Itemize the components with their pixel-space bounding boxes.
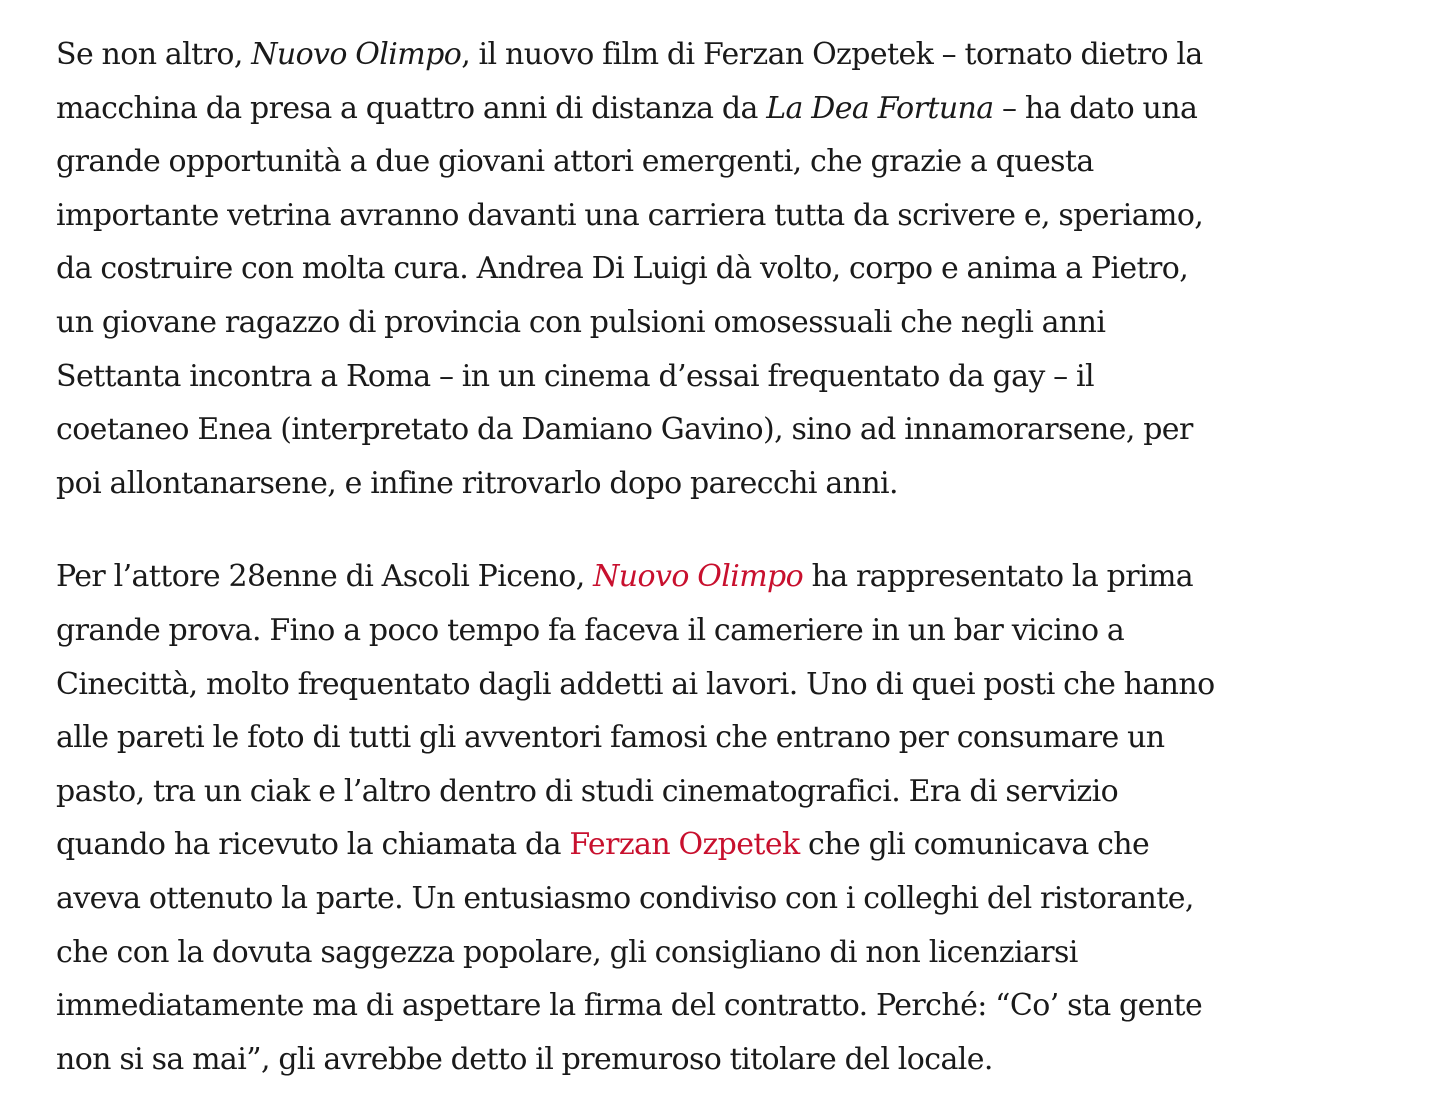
film-title-italic: La Dea Fortuna — [766, 90, 994, 126]
text-line: alle pareti le foto di tutti gli avventori famosi che entrano per consumare un — [56, 720, 1165, 756]
article-paragraph-1 — [56, 28, 1346, 510]
text-span: ha rappresentato la prima — [803, 559, 1194, 595]
text-span: , il nuovo film di Ferzan Ozpetek – tornato dietro la — [461, 37, 1203, 72]
article-paragraph-2 — [56, 550, 1346, 1086]
text-line — [56, 550, 1346, 604]
article-body — [56, 28, 1346, 1086]
text-line: coetaneo Enea (interpretato da Damiano Gavino), sino ad innamorarsene, per — [56, 412, 1193, 448]
text-line: che con la dovuta saggezza popolare, gli consigliano di non licenziarsi — [56, 934, 1078, 970]
text-line: Cinecittà, molto frequentato dagli addetti ai lavori. Uno di quei posti che hanno — [56, 666, 1215, 702]
text-span: – ha dato una — [993, 90, 1198, 126]
text-span: quando ha ricevuto la chiamata da — [56, 827, 570, 863]
text-span: Per l’attore 28enne di Ascoli Piceno, — [56, 559, 594, 595]
text-line — [56, 818, 1346, 872]
text-line: Settanta incontra a Roma – in un cinema d’essai frequentato da gay – il — [56, 358, 1094, 394]
nuovo-olimpo-link[interactable]: Nuovo Olimpo — [593, 559, 804, 595]
text-line: immediatamente ma di aspettare la firma del contratto. Perché: “Co’ sta gente — [56, 988, 1203, 1024]
text-line — [56, 28, 1346, 82]
text-line: pasto, tra un ciak e l’altro dentro di studi cinematografici. Era di servizio — [56, 773, 1119, 809]
text-span: macchina da presa a quattro anni di distanza da — [56, 90, 767, 126]
text-line: un giovane ragazzo di provincia con pulsioni omosessuali che negli anni — [56, 304, 1106, 340]
text-span: Se non altro, — [56, 37, 252, 72]
text-line — [56, 82, 1346, 136]
text-line: da costruire con molta cura. Andrea Di Luigi dà volto, corpo e anima a Pietro, — [56, 251, 1189, 287]
ferzan-ozpetek-link[interactable]: Ferzan Ozpetek — [569, 827, 800, 863]
text-line: grande prova. Fino a poco tempo fa faceva il cameriere in un bar vicino a — [56, 612, 1125, 648]
text-line: poi allontanarsene, e infine ritrovarlo dopo parecchi anni. — [56, 465, 898, 501]
text-line: grande opportunità a due giovani attori emergenti, che grazie a questa — [56, 144, 1094, 180]
text-line: non si sa mai”, gli avrebbe detto il premuroso titolare del locale. — [56, 1041, 993, 1077]
text-span: che gli comunicava che — [799, 827, 1150, 863]
text-line: importante vetrina avranno davanti una carriera tutta da scrivere e, speriamo, — [56, 197, 1204, 233]
text-line: aveva ottenuto la parte. Un entusiasmo condiviso con i colleghi del ristorante, — [56, 880, 1194, 916]
film-title-italic: Nuovo Olimpo — [251, 37, 462, 72]
